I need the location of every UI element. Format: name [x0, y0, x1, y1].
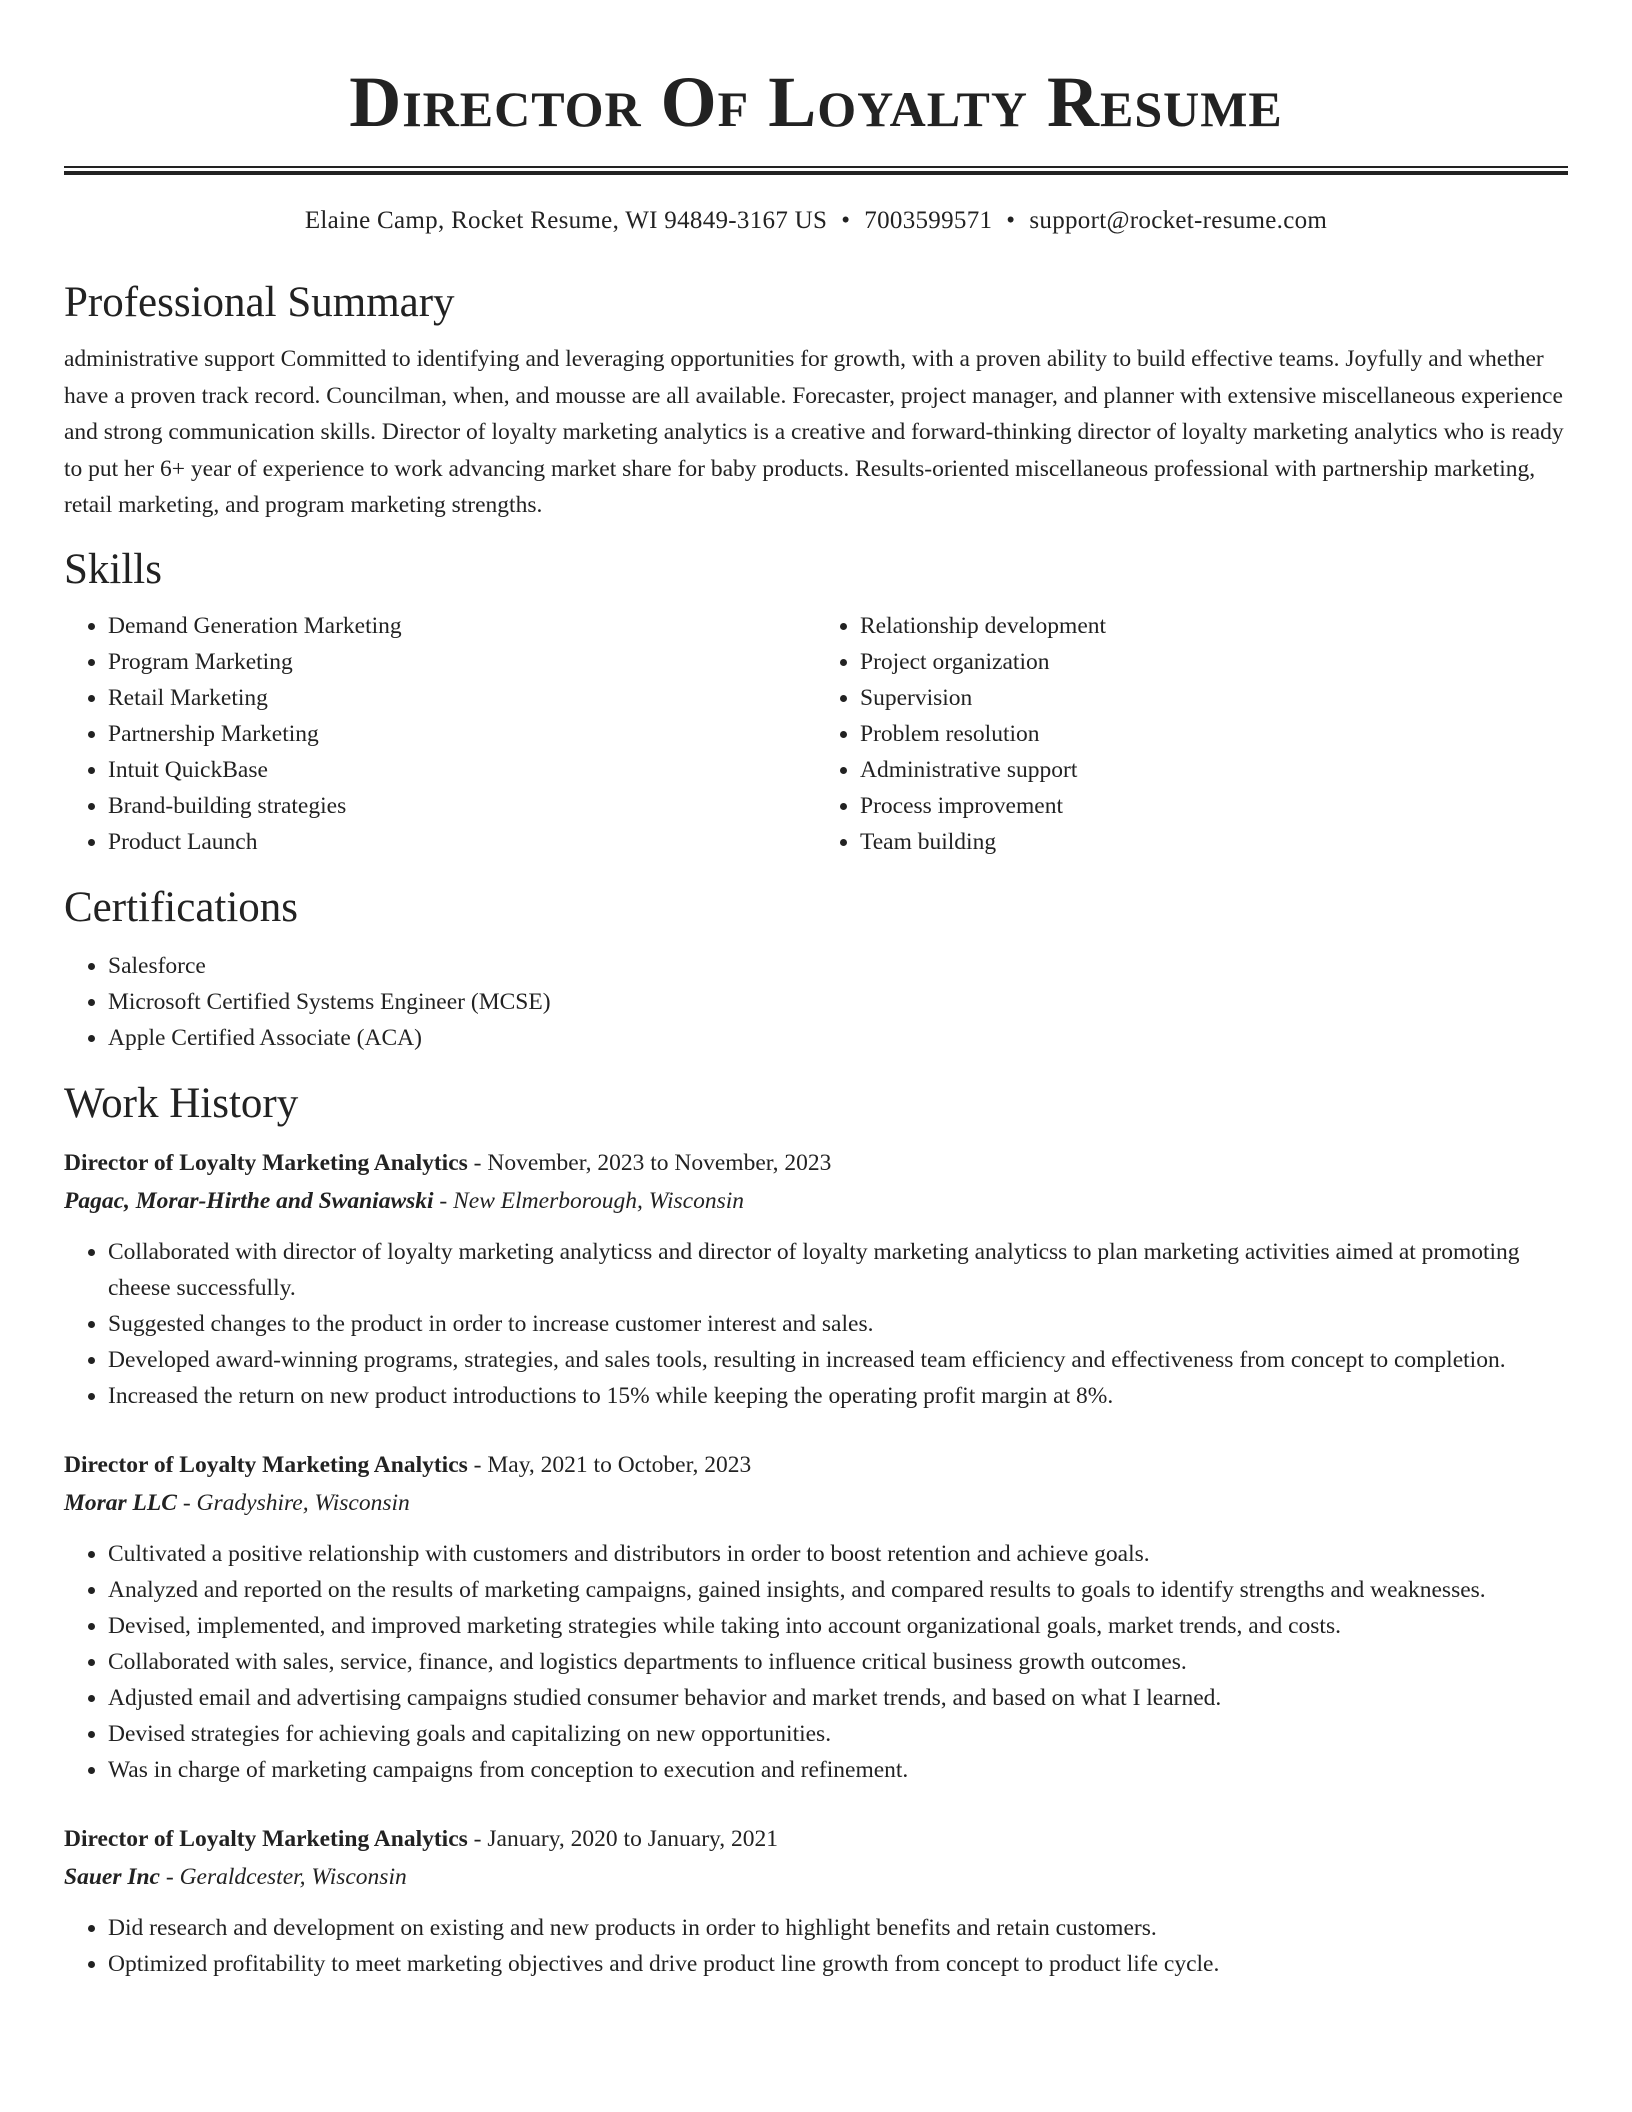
certification-item: • Salesforce: [108, 948, 1568, 984]
job-separator: -: [176, 1489, 197, 1516]
certification-item: • Apple Certified Associate (ACA): [108, 1020, 1568, 1056]
job-bullet: • Adjusted email and advertising campaigns studied consumer behavior and market trends, and based on what I learned.: [108, 1680, 1568, 1716]
job-bullet: • Suggested changes to the product in order to increase customer interest and sales.: [108, 1306, 1568, 1342]
summary-heading: Professional Summary: [64, 279, 455, 326]
skills-heading: Skills: [64, 545, 162, 593]
work-history-heading: Work History: [64, 1079, 299, 1127]
skill-item: • Team building: [860, 824, 1568, 860]
job-separator: -: [467, 1451, 488, 1478]
job-separator: -: [160, 1863, 180, 1890]
skill-item: • Administrative support: [860, 752, 1568, 788]
job-entry: [64, 1820, 1568, 1982]
certification-item: • Microsoft Certified Systems Engineer (MCSE): [108, 984, 1568, 1020]
job-bullets: [64, 1536, 1568, 1788]
job-company: Morar LLC: [64, 1489, 177, 1516]
job-title: Director of Loyalty Marketing Analytics: [64, 1451, 468, 1478]
job-bullet: • Devised strategies for achieving goals and capitalizing on new opportunities.: [108, 1716, 1568, 1752]
skill-item: • Product Launch: [108, 824, 816, 860]
job-title: Director of Loyalty Marketing Analytics: [64, 1149, 468, 1176]
skills-list-right: [816, 608, 1568, 860]
job-title: Director of Loyalty Marketing Analytics: [64, 1825, 468, 1852]
contact-separator: •: [841, 207, 851, 234]
skill-item: • Partnership Marketing: [108, 716, 816, 752]
skill-item: • Demand Generation Marketing: [108, 608, 816, 644]
job-company: Pagac, Morar-Hirthe and Swaniawski: [64, 1187, 434, 1214]
job-bullet: • Collaborated with sales, service, finance, and logistics departments to influence critical business growth outcomes.: [108, 1644, 1568, 1680]
job-bullet: • Devised, implemented, and improved marketing strategies while taking into account organizational goals, market trends, and costs.: [108, 1608, 1568, 1644]
job-company: Sauer Inc: [64, 1863, 160, 1890]
job-dates: November, 2023 to November, 2023: [487, 1149, 832, 1176]
job-separator: -: [433, 1187, 454, 1214]
job-separator: -: [467, 1149, 488, 1176]
job-entry: [64, 1144, 1568, 1414]
summary-text: administrative support Committed to identifying and leveraging opportunities for growth, with a proven ability to build effective teams. Joyfully and whether have a proven track record. Councilman, when, and mousse are all available. Forecaster, project manager, and planner with extensive miscellaneous experience and strong communication skills. Director of loyalty marketing analytics is a creative and forward-thinking director of loyalty marketing analytics who is ready to put her 6+ year of experience to work advancing market share for baby products. Results-oriented miscellaneous professional with partnership marketing, retail marketing, and program marketing strengths.: [64, 346, 1564, 518]
job-bullets: [64, 1234, 1568, 1414]
job-bullet: • Optimized profitability to meet marketing objectives and drive product line growth from concept to product life cycle.: [108, 1946, 1568, 1982]
skill-item: • Process improvement: [860, 788, 1568, 824]
page-title: Director Of Loyalty Resume: [349, 62, 1283, 142]
contact-line: [64, 205, 1568, 237]
job-title-line: [64, 1144, 1568, 1182]
skill-item: • Project organization: [860, 644, 1568, 680]
job-location: Geraldcester, Wisconsin: [179, 1863, 407, 1890]
certifications-heading: Certifications: [64, 883, 299, 931]
title-divider: [64, 166, 1568, 175]
job-separator: -: [467, 1825, 488, 1852]
job-dates: January, 2020 to January, 2021: [487, 1825, 779, 1852]
job-entry: [64, 1446, 1568, 1788]
job-bullets: [64, 1910, 1568, 1982]
contact-email[interactable]: support@rocket-resume.com: [1029, 207, 1328, 234]
job-title-line: [64, 1820, 1568, 1858]
job-bullet: • Developed award-winning programs, strategies, and sales tools, resulting in increased team efficiency and effectiveness from concept to completion.: [108, 1342, 1568, 1378]
job-location: New Elmerborough, Wisconsin: [453, 1187, 745, 1214]
job-bullet: • Cultivated a positive relationship with customers and distributors in order to boost retention and achieve goals.: [108, 1536, 1568, 1572]
skill-item: • Program Marketing: [108, 644, 816, 680]
skill-item: • Retail Marketing: [108, 680, 816, 716]
skills-columns: [64, 608, 1568, 860]
skill-item: • Supervision: [860, 680, 1568, 716]
skills-list-left: [64, 608, 816, 860]
skill-item: • Intuit QuickBase: [108, 752, 816, 788]
job-dates: May, 2021 to October, 2023: [487, 1451, 752, 1478]
contact-phone: 7003599571: [864, 207, 993, 234]
job-bullet: • Collaborated with director of loyalty marketing analyticss and director of loyalty marketing analyticss to plan marketing activities aimed at promoting cheese successfully.: [108, 1234, 1568, 1306]
job-bullet: • Increased the return on new product introductions to 15% while keeping the operating profit margin at 8%.: [108, 1378, 1568, 1414]
job-company-line: [64, 1858, 1568, 1896]
job-bullet: • Analyzed and reported on the results of marketing campaigns, gained insights, and compared results to goals to identify strengths and weaknesses.: [108, 1572, 1568, 1608]
skill-item: • Relationship development: [860, 608, 1568, 644]
job-company-line: [64, 1182, 1568, 1220]
job-bullet: • Did research and development on existing and new products in order to highlight benefits and retain customers.: [108, 1910, 1568, 1946]
job-title-line: [64, 1446, 1568, 1484]
contact-address: Elaine Camp, Rocket Resume, WI 94849-3167 US: [304, 207, 828, 234]
certifications-list: [64, 948, 1568, 1056]
skill-item: • Problem resolution: [860, 716, 1568, 752]
job-company-line: [64, 1484, 1568, 1522]
job-location: Gradyshire, Wisconsin: [196, 1489, 410, 1516]
skill-item: • Brand-building strategies: [108, 788, 816, 824]
job-bullet: • Was in charge of marketing campaigns from conception to execution and refinement.: [108, 1752, 1568, 1788]
contact-separator: •: [1006, 207, 1016, 234]
